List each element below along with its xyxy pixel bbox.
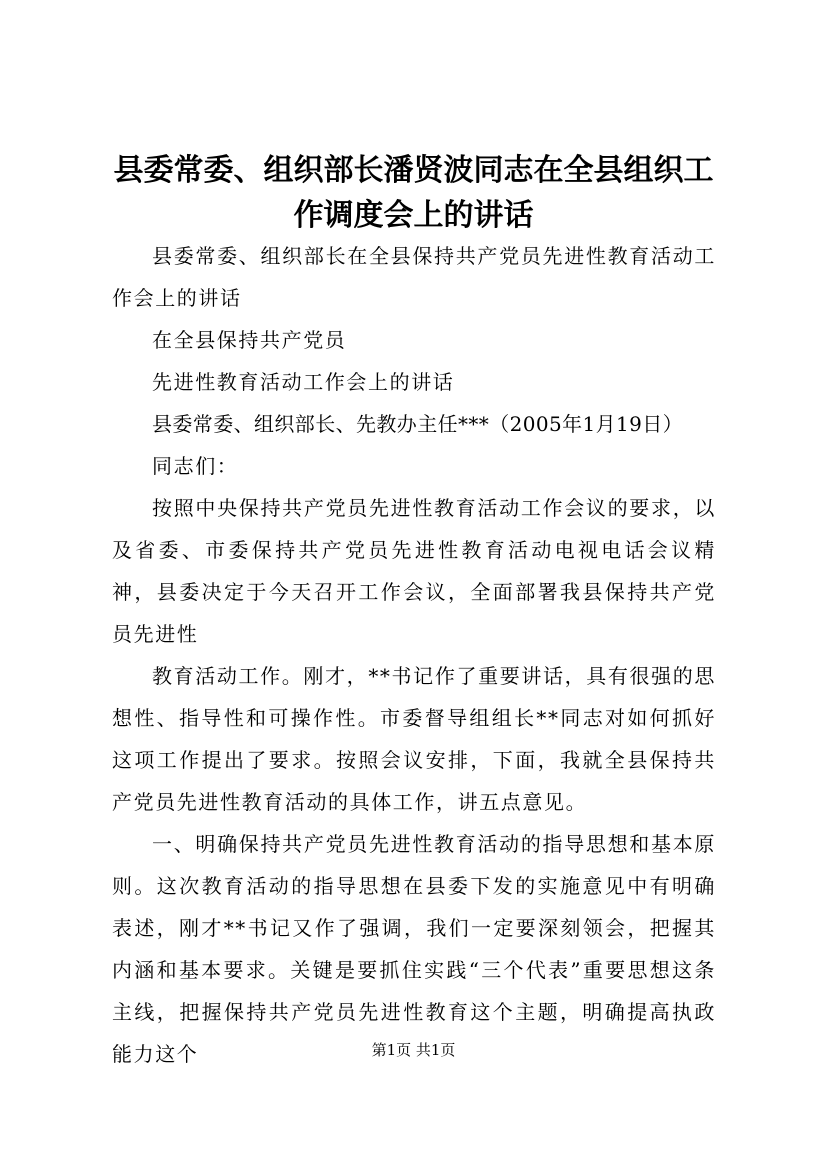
document-title: 县委常委、组织部长潘贤波同志在全县组织工作调度会上的讲话: [113, 153, 714, 233]
page-footer: 第1页 共1页: [371, 1041, 456, 1059]
paragraph-section-one: 一、明确保持共产党员先进性教育活动的指导思想和基本原则。这次教育活动的指导思想在县委下发的实施意见中有明确表述，刚才**书记又作了强调，我们一定要深刻领会，把握其内涵和基本要求。关键是要抓住实践“三个代表”重要思想这条主线，把握保持共产党员先进性教育这个主题，明确提高执政能力这个: [112, 832, 716, 1066]
paragraph-heading-line-1: 在全县保持共产党员: [152, 328, 347, 352]
paragraph-intro: 按照中央保持共产党员先进性教育活动工作会议的要求，以及省委、市委保持共产党员先进性教育活动电视电话会议精神，县委决定于今天召开工作会议，全面部署我县保持共产党员先进性: [112, 496, 716, 646]
paragraph-salutation: 同志们：: [152, 454, 239, 478]
paragraph-subtitle: 县委常委、组织部长在全县保持共产党员先进性教育活动工作会上的讲话: [112, 244, 716, 310]
paragraph-speaker-date: 县委常委、组织部长、先教办主任***（2005年1月19日）: [152, 412, 684, 436]
paragraph-context: 教育活动工作。刚才，**书记作了重要讲话，具有很强的思想性、指导性和可操作性。市委督导组组长**同志对如何抓好这项工作提出了要求。按照会议安排，下面，我就全县保持共产党员先进性教育活动的具体工作，讲五点意见。: [112, 664, 716, 814]
paragraph-heading-line-2: 先进性教育活动工作会上的讲话: [152, 370, 455, 394]
document-body: [112, 235, 716, 1075]
